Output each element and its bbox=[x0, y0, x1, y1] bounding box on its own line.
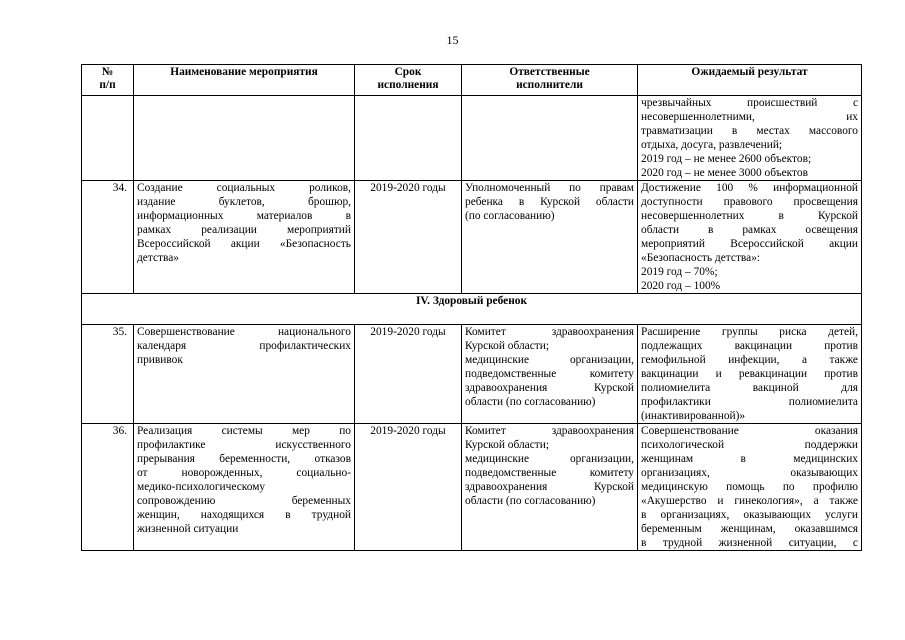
header-name bbox=[134, 65, 355, 96]
header-num-line: п/п bbox=[99, 79, 116, 91]
cell-result-line: полиомиелита вакциной для bbox=[641, 382, 858, 394]
cell-executors bbox=[462, 181, 638, 294]
cell-result-line: травматизации в местах массового bbox=[641, 125, 858, 137]
cell-executors-line: ребенка в Курской области bbox=[465, 196, 634, 208]
cell-result-line: 2020 год – не менее 3000 объектов bbox=[641, 167, 808, 179]
cell-num: 34. bbox=[82, 181, 134, 294]
table-row bbox=[82, 96, 862, 181]
header-result-line: Ожидаемый результат bbox=[691, 66, 808, 78]
cell-name-line: рамках реализации мероприятий bbox=[137, 224, 351, 236]
section-title: IV. Здоровый ребенок bbox=[82, 294, 862, 325]
cell-result-line: Совершенствование оказания bbox=[641, 425, 858, 437]
cell-term bbox=[355, 96, 462, 181]
cell-result-line: отдыха, досуга, развлечений; bbox=[641, 139, 783, 151]
cell-result-line: «Акушерство и гинекология», а также bbox=[641, 495, 858, 507]
cell-result-line: «Безопасность детства»: bbox=[641, 252, 761, 264]
cell-executors-line: Комитет здравоохранения bbox=[465, 425, 634, 437]
measures-table bbox=[81, 64, 862, 551]
cell-result-line: женщинам в медицинских bbox=[641, 453, 858, 465]
cell-executors-line: Комитет здравоохранения bbox=[465, 326, 634, 338]
cell-name-line: Совершенствование национального bbox=[137, 326, 351, 338]
cell-executors-line: области (по согласованию) bbox=[465, 396, 596, 408]
cell-result-line: в трудной жизненной ситуации, с bbox=[641, 537, 858, 549]
cell-executors-line: Курской области; bbox=[465, 439, 550, 451]
cell-executors bbox=[462, 96, 638, 181]
cell-name-line: жизненной ситуации bbox=[137, 523, 239, 535]
cell-name-line: прививок bbox=[137, 354, 183, 366]
cell-name-line: медико-психологическому bbox=[137, 481, 266, 493]
cell-result-line: Расширение группы риска детей, bbox=[641, 326, 858, 338]
cell-executors-line: медицинские организации, bbox=[465, 354, 634, 366]
cell-result bbox=[638, 325, 862, 424]
header-result bbox=[638, 65, 862, 96]
cell-name bbox=[134, 96, 355, 181]
cell-result-line: медицинскую помощь по профилю bbox=[641, 481, 858, 493]
cell-result-line: организациях, оказывающих bbox=[641, 467, 858, 479]
cell-result-line: в организациях, оказывающих услуги bbox=[641, 509, 858, 521]
cell-name bbox=[134, 424, 355, 551]
cell-result bbox=[638, 96, 862, 181]
header-num-line: № bbox=[101, 66, 114, 78]
cell-result-line: области в рамках освещения bbox=[641, 224, 858, 236]
header-term-line: Срок bbox=[394, 66, 422, 78]
cell-result-line: 2019 год – не менее 2600 объектов; bbox=[641, 153, 812, 165]
cell-executors-line: подведомственные комитету bbox=[465, 467, 634, 479]
cell-num bbox=[82, 96, 134, 181]
table-body bbox=[82, 96, 862, 551]
table-row bbox=[82, 181, 862, 294]
cell-result-line: 2020 год – 100% bbox=[641, 280, 721, 292]
cell-term: 2019-2020 годы bbox=[355, 181, 462, 294]
table-row bbox=[82, 424, 862, 551]
section-row bbox=[82, 294, 862, 325]
cell-result-line: беременным женщинам, оказавшимся bbox=[641, 523, 858, 535]
cell-name-line: детства» bbox=[137, 252, 179, 264]
cell-executors-line: здравоохранения Курской bbox=[465, 481, 634, 493]
cell-name-line: информационных материалов в bbox=[137, 210, 351, 222]
header-executors-line: исполнители bbox=[516, 79, 583, 91]
cell-result-line: (инактивированной)» bbox=[641, 410, 746, 422]
cell-result-line: подлежащих вакцинации против bbox=[641, 340, 858, 352]
cell-num: 35. bbox=[82, 325, 134, 424]
cell-executors-line: здравоохранения Курской bbox=[465, 382, 634, 394]
header-term bbox=[355, 65, 462, 96]
table-header bbox=[82, 65, 862, 96]
header-term-line: исполнения bbox=[377, 79, 439, 91]
cell-result bbox=[638, 424, 862, 551]
page-number: 15 bbox=[446, 33, 459, 47]
cell-result-line: психологической поддержки bbox=[641, 439, 858, 451]
cell-result-line: гемофильной инфекции, а также bbox=[641, 354, 858, 366]
cell-name-line: Создание социальных роликов, bbox=[137, 182, 351, 194]
cell-name-line: прерывания беременности, отказов bbox=[137, 453, 351, 465]
cell-name-line: Всероссийской акции «Безопасность bbox=[137, 238, 351, 250]
cell-result-line: 2019 год – 70%; bbox=[641, 266, 718, 278]
cell-term: 2019-2020 годы bbox=[355, 424, 462, 551]
header-executors bbox=[462, 65, 638, 96]
cell-executors bbox=[462, 424, 638, 551]
table-row bbox=[82, 325, 862, 424]
header-name-line: Наименование мероприятия bbox=[170, 66, 318, 78]
header-executors-line: Ответственные bbox=[509, 66, 590, 78]
cell-executors bbox=[462, 325, 638, 424]
cell-result-line: несовершеннолетними, их bbox=[641, 111, 858, 123]
header-num bbox=[82, 65, 134, 96]
cell-executors-line: (по согласованию) bbox=[465, 210, 555, 222]
cell-executors-line: области (по согласованию) bbox=[465, 495, 596, 507]
cell-result-line: несовершеннолетних в Курской bbox=[641, 210, 858, 222]
cell-result-line: вакцинации и ревакцинации против bbox=[641, 368, 858, 380]
cell-result bbox=[638, 181, 862, 294]
cell-name-line: профилактике искусственного bbox=[137, 439, 351, 451]
cell-name bbox=[134, 181, 355, 294]
cell-result-line: мероприятий Всероссийской акции bbox=[641, 238, 858, 250]
cell-result-line: чрезвычайных происшествий с bbox=[641, 97, 858, 109]
cell-name-line: от новорожденных, социально- bbox=[137, 467, 351, 479]
cell-executors-line: Курской области; bbox=[465, 340, 550, 352]
cell-executors-line: Уполномоченный по правам bbox=[465, 182, 634, 194]
cell-name-line: сопровождению беременных bbox=[137, 495, 351, 507]
cell-term: 2019-2020 годы bbox=[355, 325, 462, 424]
cell-name-line: издание буклетов, брошюр, bbox=[137, 196, 351, 208]
cell-name bbox=[134, 325, 355, 424]
cell-num: 36. bbox=[82, 424, 134, 551]
cell-name-line: Реализация системы мер по bbox=[137, 425, 351, 437]
cell-result-line: Достижение 100 % информационной bbox=[641, 182, 858, 194]
cell-name-line: календаря профилактических bbox=[137, 340, 351, 352]
cell-result-line: профилактики полиомиелита bbox=[641, 396, 858, 408]
cell-name-line: женщин, находящихся в трудной bbox=[137, 509, 351, 521]
cell-executors-line: медицинские организации, bbox=[465, 453, 634, 465]
cell-executors-line: подведомственные комитету bbox=[465, 368, 634, 380]
cell-result-line: доступности правового просвещения bbox=[641, 196, 858, 208]
